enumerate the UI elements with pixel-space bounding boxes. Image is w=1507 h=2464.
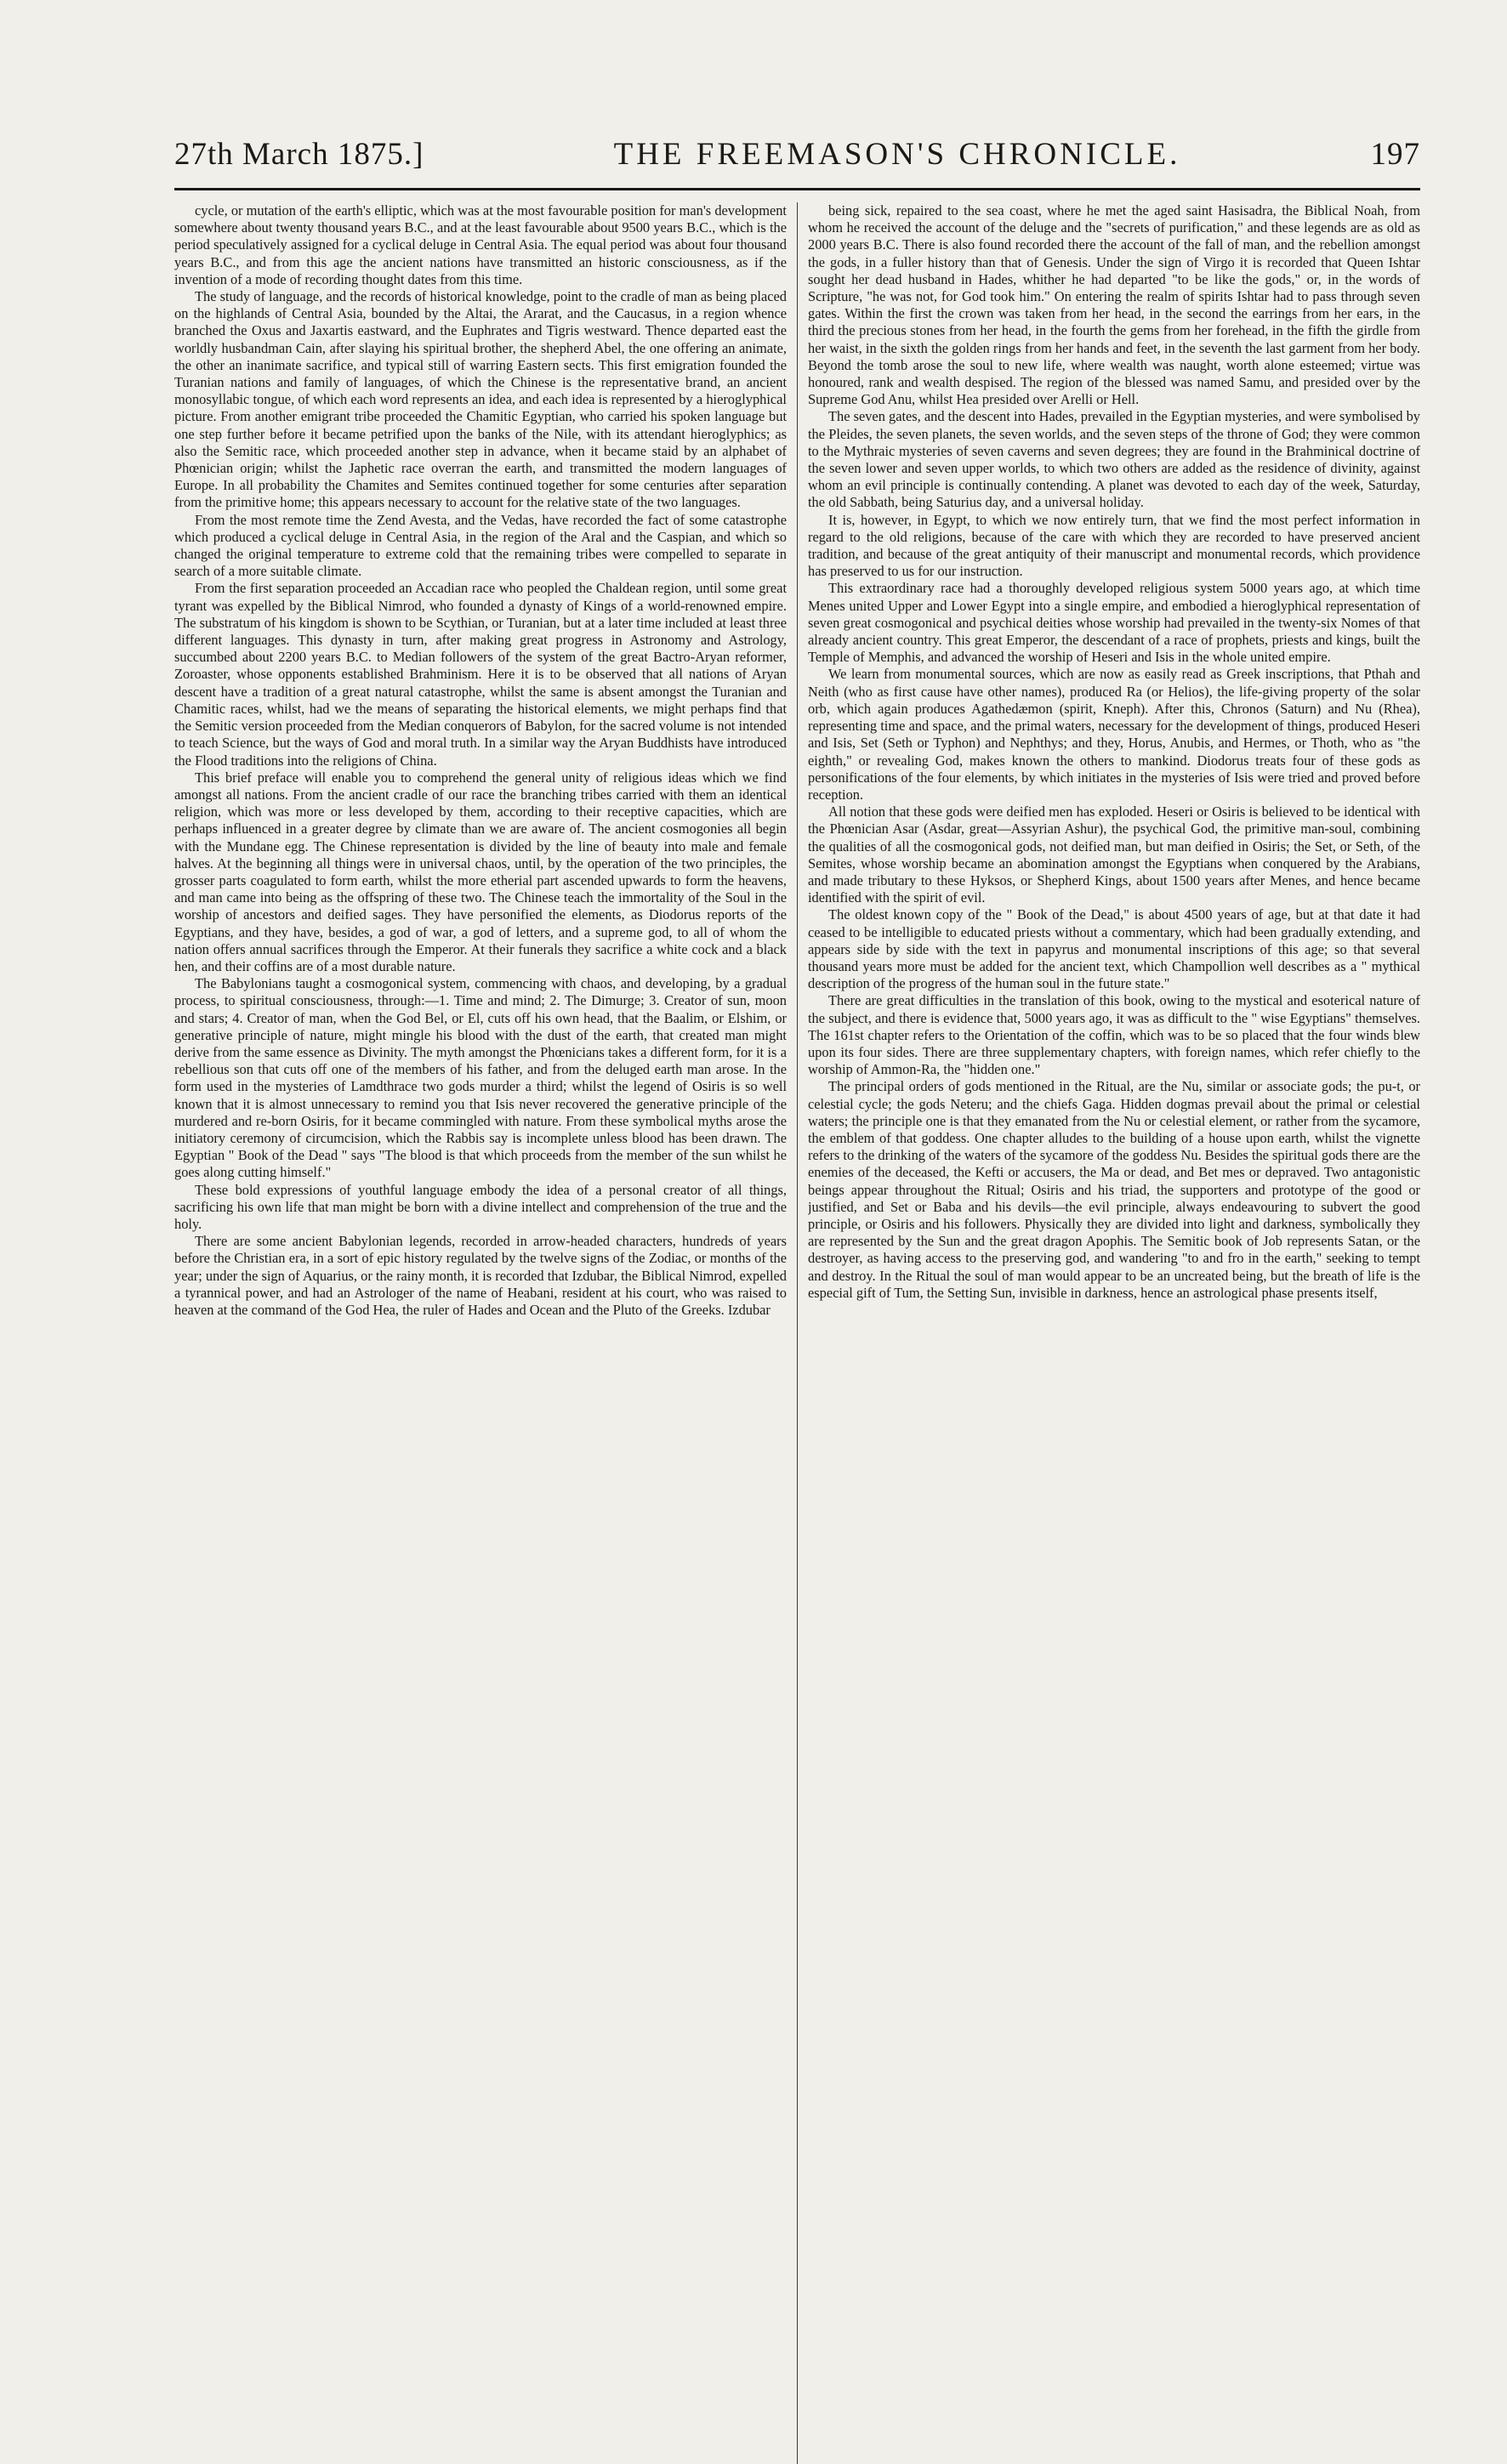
paragraph: The principal orders of gods mentioned in the Ritual, are the Nu, similar or associate gods; the pu-t, or celestial cycle; the gods Neteru; and the chiefs Gaga. Hidden dogmas prevail about the primal or celestial waters; the principle one is that they emanated from the Nu or celestial element, or rather from the sycamore, the emblem of that goddess. One chapter alludes to the building of a house upon earth, whilst the vignette refers to the drinking of the waters of the sycamore of the goddess Nu. Besides the spiritual gods there are the enemies of the deceased, the Kefti or accusers, the Ma or dead, and Bet mes or depraved. Two antagonistic beings appear throughout the Ritual; Osiris and his triad, the supporters and prototype of the good or justified, and Set or Baba and his devils—the evil principle, always endeavouring to subvert the good principle, or Osiris and his followers. Physically they are divided into light and darkness, symbolically they are represented by the Sun and the great dragon Apophis. The Semitic book of Job represents Satan, or the destroyer, as having access to the preserving god, and wandering "to and fro in the earth," seeking to tempt and destroy. In the Ritual the soul of man would appear to be an uncreated being, but the breath of life is the especial gift of Tum, the Setting Sun, invisible in darkness, hence an astrological phase presents itself,: [808, 1078, 1420, 1301]
masthead-title: THE FREEMASON'S CHRONICLE.: [613, 137, 1181, 172]
right-column: [808, 202, 1420, 2464]
paragraph: being sick, repaired to the sea coast, where he met the aged saint Hasisadra, the Biblical Noah, from whom he received the account of the deluge and the "secrets of purification," and these legends are as old as 2000 years B.C. There is also found recorded there the account of the fall of man, and the rebellion amongst the gods, in a fuller history than that of Genesis. Under the sign of Virgo it is recorded that Queen Ishtar sought her dead husband in Hades, whither he had departed "to be like the gods," or, in the words of Scripture, "he was not, for God took him." On entering the realm of spirits Ishtar had to pass through seven gates. Within the first the crown was taken from her head, in the second the earrings from her ears, in the third the precious stones from her head, in the fourth the gems from her forehead, in the fifth the girdle from her waist, in the sixth the golden rings from her hands and feet, in the seventh the last garment from her body. Beyond the tomb arose the soul to new life, where wealth was naught, worth alone esteemed; virtue was honoured, rank and wealth despised. The region of the blessed was named Samu, and presided over by the Supreme God Anu, whilst Hea presided over Arelli or Hell.: [808, 202, 1420, 408]
paragraph: It is, however, in Egypt, to which we now entirely turn, that we find the most perfect information in regard to the old religions, because of the care with which they are recorded to have preserved ancient tradition, and because of the great antiquity of their manuscript and monumental records, which providence has preserved to us for our instruction.: [808, 511, 1420, 580]
paragraph: There are some ancient Babylonian legends, recorded in arrow-headed characters, hundreds of years before the Christian era, in a sort of epic history regulated by the twelve signs of the Zodiac, or months of the year; under the sign of Aquarius, or the rainy month, it is recorded that Izdubar, the Biblical Nimrod, expelled a tyrannical power, and had an Astrologer of the name of Heabani, resident at his court, who was raised to heaven at the command of the God Hea, the ruler of Hades and Ocean and the Pluto of the Greeks. Izdubar: [174, 1233, 787, 1318]
page-header: [174, 136, 1420, 173]
issue-date: 27th March 1875.]: [174, 137, 424, 172]
paragraph: This brief preface will enable you to comprehend the general unity of religious ideas which we find amongst all nations. From the ancient cradle of our race the branching tribes carried with them an identical religion, which was more or less developed by them, according to their receptive capacities, which are perhaps influenced in a greater degree by climate than we are aware of. The ancient cosmogonies all begin with the Mundane egg. The Chinese representation is divided by the line of beauty into male and female halves. At the beginning all things were in universal chaos, until, by the operation of the two principles, the grosser parts coagulated to form earth, whilst the more etherial part ascended upwards to form the heavens, and man came into being as the offspring of these two. The Chinese teach the immortality of the Soul in the worship of ancestors and deified sages. They have personified the elements, as Diodorus reports of the Egyptians, and they have, besides, a god of war, a god of letters, and a supreme god, to all of whom the nation offers annual sacrifices through the Emperor. At their funerals they sacrifice a white cock and a black hen, and their coffins are of a most durable nature.: [174, 769, 787, 974]
paragraph: This extraordinary race had a thoroughly developed religious system 5000 years ago, at which time Menes united Upper and Lower Egypt into a single empire, and embodied a hieroglyphical representation of seven great cosmogonical and psychical deities whose worship had prevailed in the twenty-six Nomes of that already ancient country. This great Emperor, the descendant of a race of prophets, priests and kings, built the Temple of Memphis, and advanced the worship of Heseri and Isis in the whole united empire.: [808, 580, 1420, 666]
left-column: [174, 202, 787, 2464]
paragraph: These bold expressions of youthful language embody the idea of a personal creator of all things, sacrificing his own life that man might be born with a divine intellect and comprehension of the true and the holy.: [174, 1181, 787, 1232]
header-rule: [174, 188, 1420, 190]
paragraph: The Babylonians taught a cosmogonical system, commencing with chaos, and developing, by a gradual process, to spiritual consciousness, through:—1. Time and mind; 2. The Dimurge; 3. Creator of sun, moon and stars; 4. Creator of man, when the God Bel, or El, cuts off his own head, that the Baalim, or Elshim, or generative principle of nature, might mingle his blood with the dust of the earth, that created man might derive from the same essence as Divinity. The myth amongst the Phœnicians takes a different form, for it is a rebellious son that cuts off one of the members of his father, and from the deluged earth man arose. In the form used in the mysteries of Lamdthrace two gods murder a third; whilst the legend of Osiris is so well known that it is almost unnecessary to remind you that Isis never recovered the generative principle of the murdered and re-born Osiris, for it became commingled with nature. From these symbolical myths arose the initiatory ceremony of circumcision, which the Rabbis say is incomplete unless blood has been drawn. The Egyptian " Book of the Dead " says "The blood is that which proceeds from the member of the sun whilst he goes along cutting himself.": [174, 975, 787, 1181]
paragraph: The study of language, and the records of historical knowledge, point to the cradle of man as being placed on the highlands of Central Asia, bounded by the Altai, the Ararat, and the Caucasus, in a region whence branched the Oxus and Jaxartis eastward, and the Euphrates and Tigris westward. Thence departed east the worldly husbandman Cain, after slaying his spiritual brother, the shepherd Abel, the one offering an animate, the other an inanimate sacrifice, and typical still of warring Eastern sects. This first emigration founded the Turanian nations and family of languages, of which the Chinese is the representative brand, an ancient monosyllabic tongue, of which each word represents an idea, and each idea is represented by a hieroglyphical picture. From another emigrant tribe proceeded the Chamitic Egyptian, who carried his spoken language but one step further before it became petrified upon the banks of the Nile, with its attendant hieroglyphics; as also the Semitic race, which proceeded another step in advance, when it became staid by an alphabet of Phœnician origin; whilst the Japhetic race overran the earth, and transmitted the modern languages of Europe. In all probability the Chamites and Semites continued together for some centuries after separation from the primitive home; this appears necessary to account for the relative state of the two languages.: [174, 288, 787, 511]
paragraph: cycle, or mutation of the earth's elliptic, which was at the most favourable position for man's development somewhere about twenty thousand years B.C., and at the least favourable about 9500 years B.C., which is the period speculatively assigned for a cyclical deluge in Central Asia. The equal period was about four thousand years B.C., and from this age the ancient nations have transmitted an historic consciousness, as if the invention of a mode of recording thought dates from this time.: [174, 202, 787, 287]
paragraph: We learn from monumental sources, which are now as easily read as Greek inscriptions, that Pthah and Neith (who as first cause have other names), produced Ra (or Helios), the life-giving property of the solar orb, which again produces Agathedæmon (spirit, Kneph). After this, Chronos (Saturn) and Nu (Rhea), representing time and space, and the primal waters, necessary for the development of things, produced Heseri and Isis, Set (Seth or Typhon) and Nephthys; and they, Horus, Anubis, and Hermes, or Thoth, who as "the eighth," or revealing God, makes known the others to mankind. Diodorus treats four of these gods as personifications of the four elements, by which initiates in the mysteries of Isis were tried and proved before reception.: [808, 666, 1420, 803]
paragraph: The seven gates, and the descent into Hades, prevailed in the Egyptian mysteries, and were symbolised by the Pleides, the seven planets, the seven worlds, and the seven steps of the throne of God; they were common to the Mythraic mysteries of seven caverns and seven degrees; they are found in the Brahminical doctrine of the seven lower and seven upper worlds, to which two others are added as the residence of divinity, against whom an evil principle is continually contending. A planet was devoted to each day of the week, Saturday, the old Sabbath, being Saturius day, and a universal holiday.: [808, 408, 1420, 511]
paragraph: All notion that these gods were deified men has exploded. Heseri or Osiris is believed to be identical with the Phœnician Asar (Asdar, great—Assyrian Ashur), the psychical God, the primitive man-soul, combining the qualities of all the cosmogonical gods, not deified man, but man deified in Osiris; the Set, or Seth, of the Semites, whose worship became an abomination amongst the Egyptians when conquered by the Arabians, and made tributary to these Hyksos, or Shepherd Kings, about 1500 years after Menes, and hence became identified with the spirit of evil.: [808, 803, 1420, 906]
column-divider: [787, 202, 808, 2464]
page-number: 197: [1370, 137, 1420, 172]
paragraph: From the most remote time the Zend Avesta, and the Vedas, have recorded the fact of some catastrophe which produced a cyclical deluge in Central Asia, in the region of the Aral and the Caspian, and which so changed the original temperature to extreme cold that the remaining tribes were compelled to separate in search of a more suitable climate.: [174, 511, 787, 580]
paragraph: From the first separation proceeded an Accadian race who peopled the Chaldean region, until some great tyrant was expelled by the Biblical Nimrod, who founded a dynasty of Kings of a world-renowned empire. The substratum of his kingdom is shown to be Scythian, or Turanian, but at a later time included at least three different languages. This dynasty in turn, after making great progress in Astronomy and Astrology, succumbed about 2200 years B.C. to Median followers of the system of the great Bactro-Aryan reformer, Zoroaster, whose opponents established Brahminism. Here it is to be observed that all nations of Aryan descent have a tradition of a great natural catastrophe, whilst the same is absent amongst the Turanian and Chamitic races, whilst, had we the means of separating the historical elements, we might perhaps find that the Semitic version proceeded from the Median conquerors of Babylon, for the sacred volume is not intended to teach Science, but the ways of God and moral truth. In a similar way the Aryan Buddhists have introduced the Flood traditions into the religions of China.: [174, 580, 787, 769]
paragraph: The oldest known copy of the " Book of the Dead," is about 4500 years of age, but at that date it had ceased to be intelligible to educated priests without a commentary, which had been gradually extending, and appears side by side with the text in papyrus and monumental inscriptions of this age; so that several thousand years more must be added for the ancient text, which Champollion well describes as a " mythical description of the progress of the human soul in the future state.": [808, 906, 1420, 992]
paragraph: There are great difficulties in the translation of this book, owing to the mystical and esoterical nature of the subject, and there is evidence that, 5000 years ago, it was as difficult to the " wise Egyptians" themselves. The 161st chapter refers to the Orientation of the coffin, which was to be so placed that the four winds blew upon its four sides. There are three supplementary chapters, with foreign names, which refer chiefly to the worship of Ammon-Ra, the "hidden one.": [808, 992, 1420, 1078]
text-columns: [174, 202, 1420, 2464]
